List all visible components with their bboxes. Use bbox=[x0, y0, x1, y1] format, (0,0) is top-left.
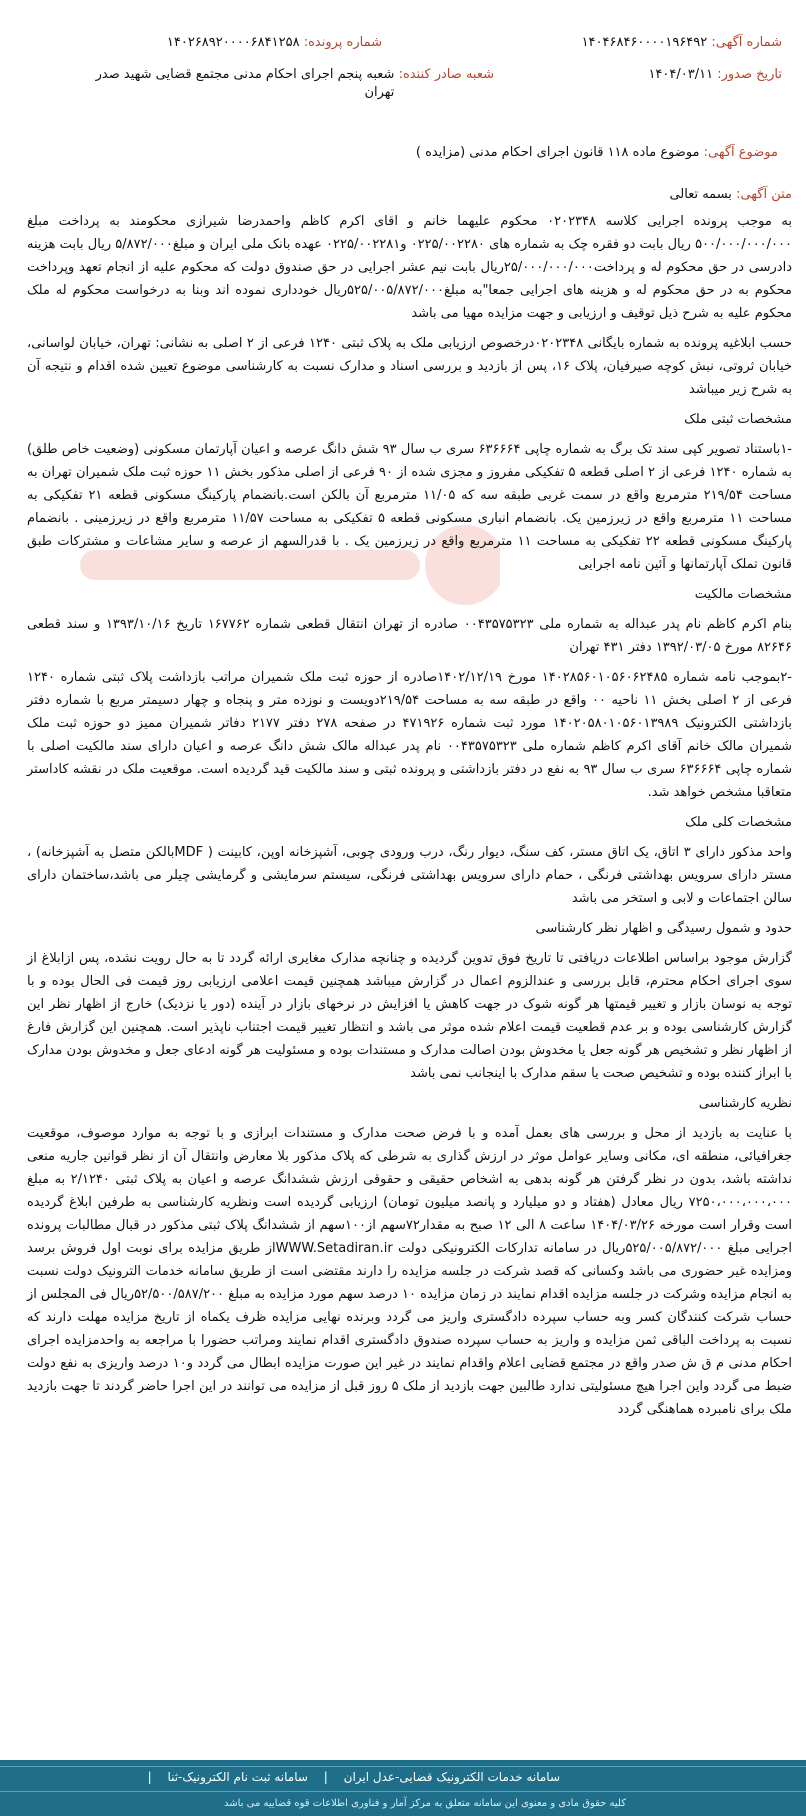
paragraph-6: واحد مذکور دارای ۳ اتاق، یک اتاق مستر، کف سنگ، دیوار رنگ، درب ورودی چوبی، آشپزخانه اوپن، کابینت ( MDFبالکن متصل به آشپزخانه) ، مستر دارای سرویس بهداشتی فرنگی ، حمام دارای سرویس بهداشتی فرنگی، سیستم سرمایشی و گرمایشی چیلر می باشد،ساختمان دارای سالن اجتماعات و لابی و استخر می باشد bbox=[27, 845, 792, 906]
issue-date-row bbox=[648, 66, 782, 84]
footer-links bbox=[142, 1770, 566, 1784]
paragraph-4: بنام اکرم کاظم نام پدر عبداله به شماره ملی ۰۰۴۳۵۷۵۳۲۳ صادره از تهران انتقال قطعی شماره ۱۶۷۷۶۲ تاریخ ۱۳۹۳/۱۰/۱۶ و سند قطعی ۸۲۶۴۶ مورخ ۱۳۹۲/۰۳/۰۵ دفتر ۴۳۱ تهران bbox=[27, 617, 792, 655]
footer-link-adliran[interactable]: سامانه خدمات الکترونیک قضایی-عدل ایران bbox=[343, 1770, 560, 1784]
footer-separator: | bbox=[147, 1770, 152, 1784]
subject-row bbox=[416, 145, 778, 160]
case-number-label: شماره پرونده: bbox=[303, 35, 382, 50]
ad-number-row bbox=[582, 34, 782, 52]
heading-general: مشخصات کلی ملک bbox=[685, 815, 792, 830]
subject-value: موضوع ماده ۱۱۸ قانون اجرای احکام مدنی (مزایده ) bbox=[415, 145, 700, 160]
issue-date-label: تاریخ صدور: bbox=[717, 67, 782, 82]
footer bbox=[0, 1760, 806, 1816]
heading-scope: حدود و شمول رسیدگی و اظهار نظر کارشناسی bbox=[535, 921, 792, 936]
footer-separator: | bbox=[323, 1770, 328, 1784]
issuer-row bbox=[94, 66, 494, 102]
ad-number-label: شماره آگهی: bbox=[711, 35, 782, 50]
paragraph-3: -۱باستناد تصویر کپی سند تک برگ به شماره چاپی ۶۳۶۶۶۴ سری ب سال ۹۳ شش دانگ عرصه و اعیان آپارتمان مسکونی (وضعیت خاص طلق) به شماره ۱۲۴۰ فرعی از ۲ اصلی قطعه ۵ تفکیکی مفروز و مجزی شده از ۹۰ فرعی از اصلی مذکور بخش ۱۱ حوزه ثبت ملک شمیران تهران به مساحت ۲۱۹/۵۴ مترمربع واقع در سمت غربی طبقه سه که ۱۱/۰۵ مترمربع آن بالکن است.بانضمام پارکینگ مسکونی قطعه ۲۱ تفکیکی به مساحت ۱۱ مترمربع واقع در زیرزمین یک. بانضمام انباری مسکونی قطعه ۵ تفکیکی به مساحت ۱۱/۵۷ مترمربع واقع در زیرزمینی . بانضمام پارکینگ مسکونی قطعه ۲۲ تفکیکی به مساحت ۱۱ مترمربع واقع در زیرزمین یک . با قدرالسهم از عرصه و سایر مشاعات و مشترکات طبق قانون تملک آپارتمانها و آئین نامه اجرایی bbox=[27, 442, 792, 572]
heading-opinion: نظریه کارشناسی bbox=[698, 1096, 792, 1111]
case-number-row bbox=[167, 34, 382, 52]
paragraph-1: به موجب پرونده اجرایی کلاسه ۰۲۰۲۳۴۸ محکوم علیهما خانم و اقای اکرم کاظم واحمدرضا شیرازی محکومند به پرداخت مبلغ ۵۰۰/۰۰۰/۰۰۰/۰۰۰ ریال بابت دو فقره چک به شماره های ۰۲۲۵/۰۰۲۲۸۰ و۰۲۲۵/۰۰۲۲۸۱ عهده بانک ملی ایران و مبلغ۵/۸۷۲/۰۰۰ ریال بابت هزینه دادرسی در حق محکوم له و پرداخت۲۵/۰۰۰/۰۰۰/۰۰۰ریال بابت نیم عشر اجرایی در حق صندوق دولت که محکوم علیه از انجام تعهد وپرداخت محکوم به در حق محکوم له و هزینه های اجرایی جمعا"به مبلغ۵۲۵/۰۰۵/۸۷۲/۰۰۰ریال خودداری نموده اند وبنا به درخواست محکوم له ملک محکوم علیه به شرح ذیل توقیف و ارزیابی و جهت مزایده مهیا می باشد bbox=[27, 214, 792, 321]
paragraph-5: -۲بموجب نامه شماره ۱۴۰۲۸۵۶۰۱۰۵۶۰۶۲۴۸۵ مورخ ۱۴۰۲/۱۲/۱۹صادره از حوزه ثبت ملک شمیران مراتب بازداشت پلاک ثبتی شماره ۱۲۴۰ فرعی از ۲ اصلی بخش ۱۱ ناحیه ۰۰ واقع در طبقه سه به مساحت ۲۱۹/۵۴دویست و نوزده متر و پنجاه و چهار دسیمتر مربع با شماره دفتر بازداشتی الکترونیک ۱۴۰۲۰۵۸۰۱۰۵۶۰۱۳۹۸۹ مورد ثبت شماره ۴۷۱۹۲۶ در صفحه ۲۷۸ دفتر ۲۱۷۷ دفاتر شمیران ممیز دو حوزه ثبت ملک شمیران مالک خانم آقای اکرم کاظم شماره ملی ۰۰۴۳۵۷۵۳۲۳ نام پدر عبداله مالک شش دانگ عرصه و اعیان دارای سند مالکیت اصلی با شماره چاپی ۶۳۶۶۶۴ سری ب سال ۹۳ به نفع در دفتر بازداشتی و پرونده ثبتی و سند مالکیت قید گردیده است. موقعیت ملک در نقشه کاداستر متعاقبا مشخص خواهد شد. bbox=[27, 670, 792, 800]
ad-number: ۱۴۰۴۶۸۴۶۰۰۰۰۱۹۶۴۹۲ bbox=[581, 35, 708, 50]
case-number: ۱۴۰۲۶۸۹۲۰۰۰۰۶۸۴۱۲۵۸ bbox=[166, 35, 300, 50]
issuer-label: شعبه صادر کننده: bbox=[398, 67, 494, 82]
heading-ownership: مشخصات مالکیت bbox=[694, 587, 792, 602]
footer-copyright: کلیه حقوق مادی و معنوی این سامانه متعلق به مرکز آمار و فناوری اطلاعات قوه قضاییه می باشد bbox=[224, 1798, 626, 1809]
invocation: بسمه تعالی bbox=[669, 187, 732, 202]
footer-link-sana[interactable]: سامانه ثبت نام الکترونیک-ثنا bbox=[167, 1770, 308, 1784]
issuer: شعبه پنجم اجرای احکام مدنی مجتمع قضایی شهید صدر تهران bbox=[95, 67, 395, 100]
subject-label: موضوع آگهی: bbox=[703, 145, 778, 160]
paragraph-7: گزارش موجود براساس اطلاعات دریافتی تا تاریخ فوق تدوین گردیده و چنانچه مدارک مغایری ارائه گردد تا به حال رویت نشده، پس ازابلاغ از سوی اجرای احکام محترم، قابل بررسی و عندالزوم اعمال در گزارش میباشد همچنین قیمت اعلامی ارزیابی روز قیمت فی الحال بوده و با توجه به نوسان بازار و تغییر قیمتها هر گونه شوک در جهت کاهش یا افزایش در نرخهای بازار در آینده (دور یا نزدیک) خارج از اظهار نظر این گزارش کارشناسی بوده و بر عدم قطعیت قیمت اعلام شده موثر می باشد و انتظار تغییر قیمت اجتناب ناپذیر است. همچنین این گزارش فارغ از اظهار نظر و تشخیص هر گونه جعل یا مخدوش بودن اصالت مدارک و مستندات بوده و مسئولیت هر گونه ادعای جعل و مخدوش بودن مدارک با ابراز کننده بوده و تشخیص صحت یا سقم مدارک با اینجانب نمی باشد bbox=[27, 951, 792, 1081]
ad-body bbox=[27, 183, 792, 1428]
heading-registry: مشخصات ثبتی ملک bbox=[684, 412, 792, 427]
paragraph-8: با عنایت به بازدید از محل و بررسی های بعمل آمده و با فرض صحت مدارک و مستندات ابرازی و با توجه به موارد موصوف، موقعیت جغرافیائی، منطقه ای، مکانی وسایر عوامل موثر در ارزش گذاری به شرطی که پلاک مذکور بلا معارض وانتقال آن از نظر قوانین جاریه منعی نداشته باشد، بدون در نظر گرفتن هر گونه بدهی به اشخاص حقیقی و حقوقی ارزش ششدانگ عرصه و اعیان به پلاک ثبتی ۲/۱۲۴۰ به مبلغ ۷۲۵۰،۰۰۰،۰۰۰،۰۰۰ ریال معادل (هفتاد و دو میلیارد و پانصد میلیون تومان) ارزیابی گردیده است ونظریه کارشناسی به طرفین ابلاغ گردیده است وقرار است مورخه ۱۴۰۴/۰۳/۲۶ ساعت ۸ الی ۱۲ صبح به مقدار۷۲سهم از۱۰۰سهم از ششدانگ پلاک ثبتی مذکور در قبال مطالبات پرونده اجرایی مبلغ ۵۲۵/۰۰۵/۸۷۲/۰۰۰ریال در سامانه تدارکات الکترونیکی دولت WWW.Setadiran.irاز طریق مزایده برای نوبت اول فروش برسد ومزایده غیر حضوری می باشد وکسانی که قصد شرکت در جلسه مزایده را دارند مقتضی است از طریق سامانه خدمات الترونیک دولت نسبت به انجام مزایده وشرکت در جلسه مزایده اقدام نمایند در زمان مزایده ۱۰ درصد سهم مورد مزایده به مبلغ ۵۲/۵۰۰/۵۸۷/۲۰۰ریال فی المجلس از حساب شرکت کنندگان کسر وبه حساب سپرده دادگستری واریز می گردد وبرنده نهایی مزایده ظرف یکماه از تاریخ مزایده مهلت دارند که نسبت به پرداخت الباقی ثمن مزایده و واریز به حساب سپرده صندوق دادگستری اقدام نمایند ومراتب حضورا با مراجعه به واحدمزایده اجرای احکام مدنی م ق ش صدر واقع در مجتمع قضایی اعلام واقدام نمایند در غیر این صورت مزایده ابطال می گردد و۱۰ درصد واریزی به نفع دولت ضبط می گردد واین اجرا هیچ مسئولیتی ندارد طالبین جهت بازدید از ملک ۵ روز قبل از مزایده می توانند در این اجرا حاضر گردند تا جهت بازدید ملک برای نامبرده هماهنگی گردد bbox=[27, 1126, 793, 1417]
paragraph-2: حسب ابلاغیه پرونده به شماره بایگانی ۰۲۰۲۳۴۸درخصوص ارزیابی ملک به پلاک ثبتی ۱۲۴۰ فرعی از ۲ اصلی به نشانی: تهران، خیابان لواسانی، خیابان ثروتی، نبش کوچه صیرفیان، پلاک ۱۶، پس از بازدید و بررسی اسناد و مدارک نسبت به کارشناسی موضوع تعیین شده اقدام و نتیجه آن به شرح زیر میباشد bbox=[27, 336, 792, 397]
issue-date: ۱۴۰۴/۰۳/۱۱ bbox=[648, 67, 714, 82]
text-label: متن آگهی: bbox=[736, 187, 792, 202]
